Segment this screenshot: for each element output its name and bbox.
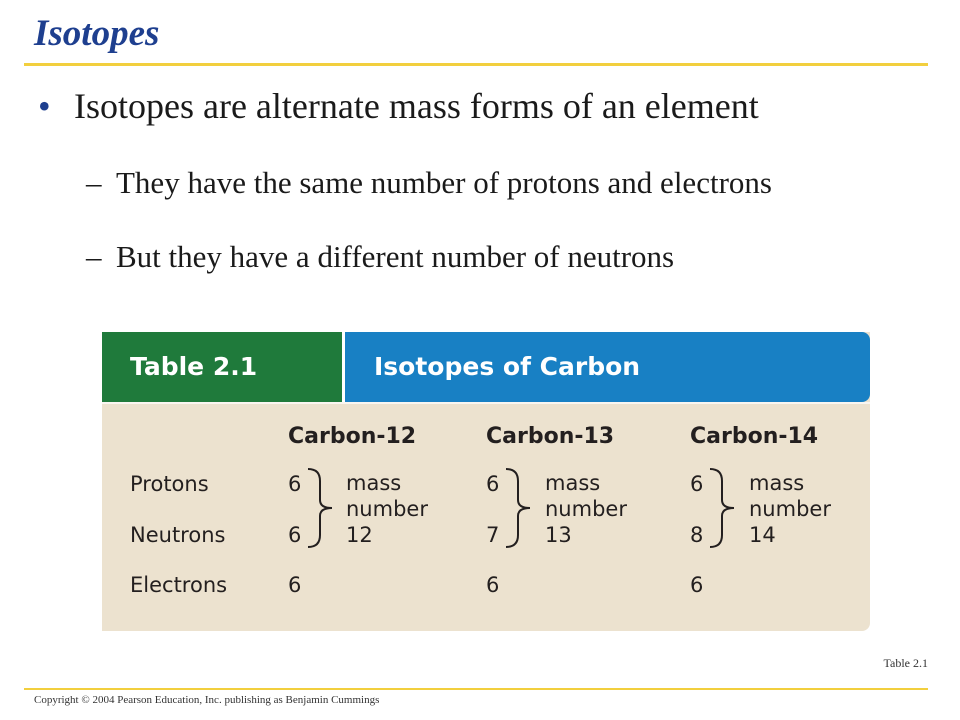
table-title: Isotopes of Carbon <box>374 352 641 381</box>
carbon13-electrons: 6 <box>486 573 500 597</box>
carbon13-neutrons: 7 <box>486 523 500 547</box>
row-label-protons: Protons <box>130 472 209 496</box>
carbon14-electrons: 6 <box>690 573 704 597</box>
column-header-carbon14: Carbon-14 <box>690 424 819 449</box>
carbon14-number-label: number <box>749 497 831 521</box>
carbon12-number-label: number <box>346 497 428 521</box>
figure-caption: Table 2.1 <box>883 656 928 670</box>
carbon12-neutrons: 6 <box>288 523 302 547</box>
dash-marker: – <box>86 239 102 274</box>
footer-divider <box>24 688 928 690</box>
brace-icon <box>504 467 534 549</box>
carbon14-protons: 6 <box>690 472 704 496</box>
copyright-notice: Copyright © 2004 Pearson Education, Inc. publishing as Benjamin Cummings <box>34 694 380 706</box>
bullet-marker: • <box>38 86 51 126</box>
sub-bullet-2 <box>86 237 674 277</box>
brace-icon <box>306 467 336 549</box>
main-bullet-text: Isotopes are alternate mass forms of an element <box>74 86 759 126</box>
carbon12-electrons: 6 <box>288 573 302 597</box>
carbon13-number-label: number <box>545 497 627 521</box>
carbon13-mass-number: 13 <box>545 523 572 547</box>
sub-bullet-1-text: They have the same number of protons and electrons <box>116 165 772 200</box>
slide-title: Isotopes <box>34 13 160 54</box>
row-label-neutrons: Neutrons <box>130 523 226 547</box>
table-label: Table 2.1 <box>130 352 258 381</box>
carbon14-mass-number: 14 <box>749 523 776 547</box>
sub-bullet-1 <box>86 163 772 203</box>
sub-bullet-2-text: But they have a different number of neutrons <box>116 239 675 274</box>
column-header-carbon12: Carbon-12 <box>288 424 417 449</box>
carbon12-protons: 6 <box>288 472 302 496</box>
carbon14-mass-label: mass <box>749 471 805 495</box>
carbon12-mass-label: mass <box>346 471 402 495</box>
dash-marker: – <box>86 165 102 200</box>
row-label-electrons: Electrons <box>130 573 228 597</box>
brace-icon <box>708 467 738 549</box>
banner-edge <box>102 402 870 404</box>
main-bullet <box>38 82 759 130</box>
carbon13-mass-label: mass <box>545 471 601 495</box>
isotope-table <box>102 332 870 631</box>
column-header-carbon13: Carbon-13 <box>486 424 615 449</box>
carbon12-mass-number: 12 <box>346 523 373 547</box>
carbon13-protons: 6 <box>486 472 500 496</box>
carbon14-neutrons: 8 <box>690 523 704 547</box>
title-divider <box>24 63 928 66</box>
